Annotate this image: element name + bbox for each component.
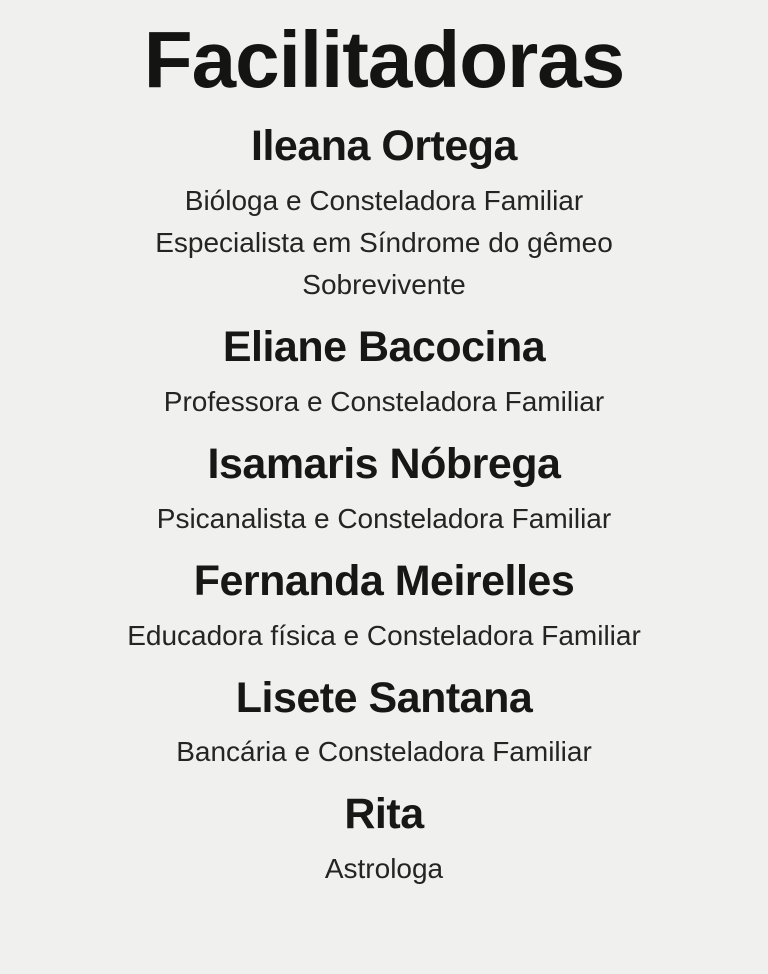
facilitator-role: Bancária e Consteladora Familiar [176, 736, 592, 768]
facilitator-entry [0, 787, 768, 890]
facilitator-role: Astrologa [324, 853, 444, 885]
facilitator-name: Isamaris Nóbrega [207, 439, 561, 488]
facilitator-entry [0, 320, 768, 423]
facilitator-name: Lisete Santana [235, 673, 533, 722]
facilitator-role: Especialista em Síndrome do gêmeo [155, 226, 613, 258]
facilitator-role: Educadora física e Consteladora Familiar [127, 619, 641, 651]
facilitator-entry [0, 671, 768, 774]
page-title: Facilitadoras [143, 15, 625, 104]
facilitator-role: Sobrevivente [302, 268, 466, 300]
facilitators-poster [0, 14, 768, 974]
facilitator-role: Bióloga e Consteladora Familiar [184, 184, 584, 216]
facilitator-role: Professora e Consteladora Familiar [163, 385, 605, 417]
facilitator-name: Fernanda Meirelles [193, 556, 575, 605]
facilitator-name: Eliane Bacocina [222, 322, 546, 371]
facilitator-entry [0, 437, 768, 540]
facilitator-name: Ileana Ortega [251, 122, 517, 170]
facilitator-role: Psicanalista e Consteladora Familiar [156, 502, 612, 534]
facilitator-entry [0, 554, 768, 657]
facilitator-name: Rita [344, 790, 424, 839]
facilitator-entry [0, 119, 768, 306]
